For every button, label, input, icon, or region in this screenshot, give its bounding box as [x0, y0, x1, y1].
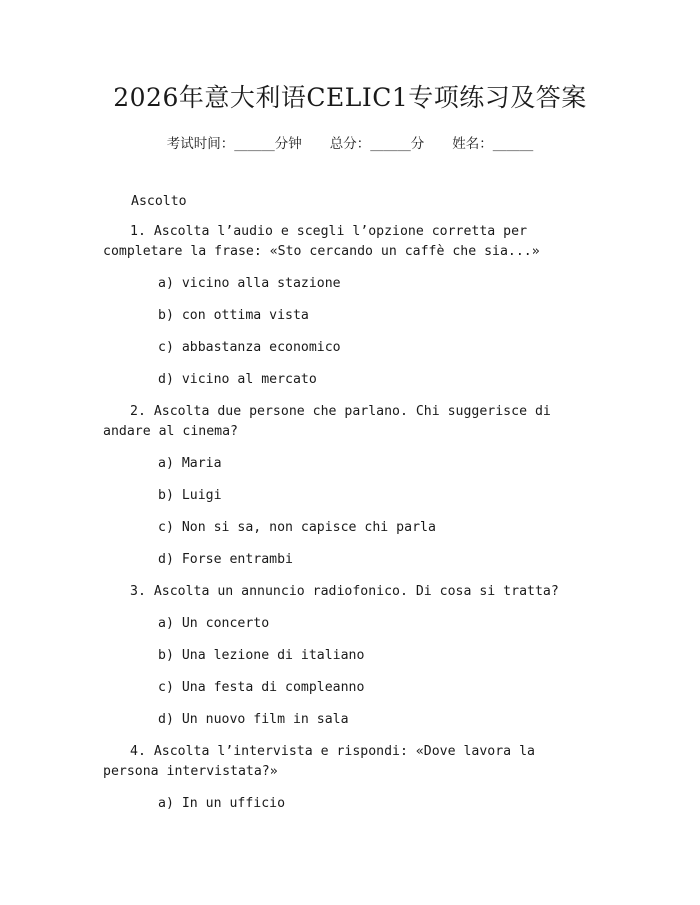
question-text: Ascolta l’audio e scegli l’opzione corretta per completare la frase: «Sto cercando un caffè che sia...»: [103, 224, 540, 259]
question-4: [103, 742, 583, 782]
option-3a: a) Un concerto: [158, 616, 270, 631]
page-title: 2026年意大利语CELIC1专项练习及答案: [113, 83, 587, 112]
option-2a: a) Maria: [158, 456, 222, 471]
option-1d: d) vicino al mercato: [158, 372, 317, 387]
option-1a: a) vicino alla stazione: [158, 276, 341, 291]
option-4a: a) In un ufficio: [158, 796, 286, 811]
question-number: 4.: [130, 744, 146, 759]
question-text: Ascolta un annuncio radiofonico. Di cosa si tratta?: [153, 584, 559, 599]
exam-score: 总分：______分: [329, 136, 425, 152]
question-number: 1.: [130, 224, 146, 239]
option-2b: b) Luigi: [158, 488, 222, 503]
option-2d: d) Forse entrambi: [158, 552, 293, 567]
option-3c: c) Una festa di compleanno: [158, 680, 365, 695]
exam-time: 考试时间：______分钟: [166, 136, 302, 152]
option-1c: c) abbastanza economico: [158, 340, 341, 355]
question-number: 2.: [130, 404, 146, 419]
question-2: [103, 402, 583, 442]
exam-name: 姓名：______: [452, 136, 534, 152]
option-3d: d) Un nuovo film in sala: [158, 712, 349, 727]
exam-meta: [0, 132, 700, 152]
option-2c: c) Non si sa, non capisce chi parla: [158, 520, 436, 535]
option-1b: b) con ottima vista: [158, 308, 309, 323]
question-number: 3.: [130, 584, 146, 599]
question-text: Ascolta due persone che parlano. Chi suggerisce di andare al cinema?: [103, 404, 551, 439]
question-3: [103, 582, 583, 602]
question-1: [103, 222, 583, 262]
section-heading: Ascolto: [131, 194, 187, 209]
question-text: Ascolta l’intervista e rispondi: «Dove lavora la persona intervistata?»: [103, 744, 535, 779]
option-3b: b) Una lezione di italiano: [158, 648, 365, 663]
